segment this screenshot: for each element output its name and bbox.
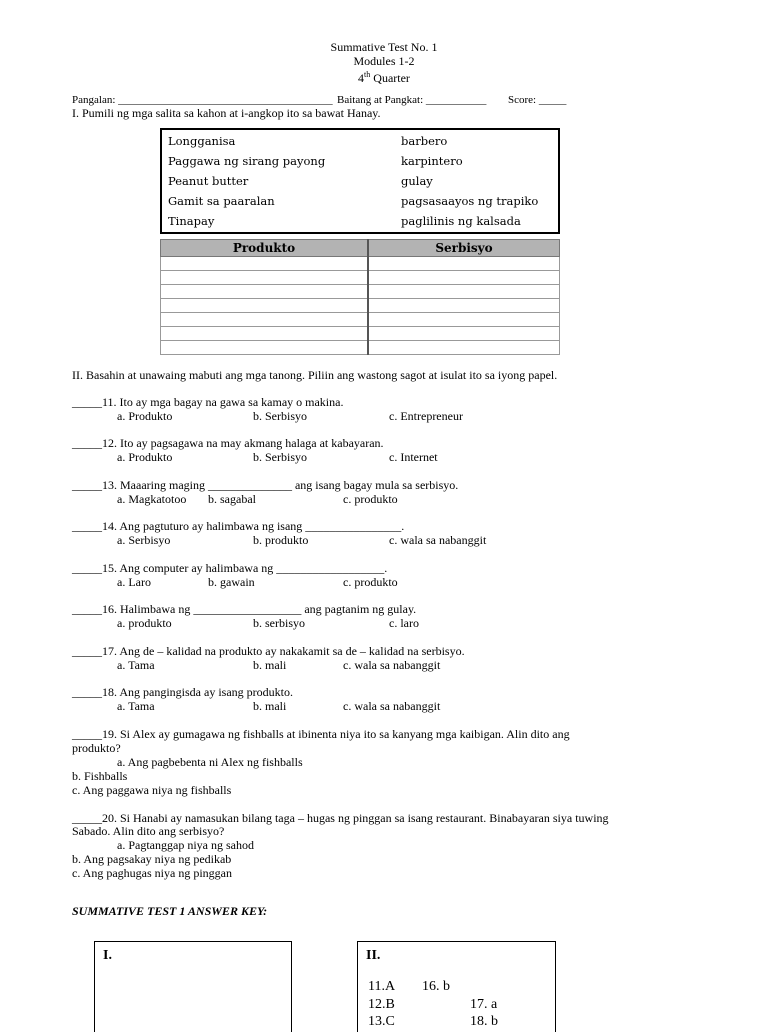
question-15: _____15. Ang computer ay halimbawa ng __________________.	[72, 561, 388, 575]
answer-box-part2	[357, 941, 556, 1032]
answer-key-title: SUMMATIVE TEST 1 ANSWER KEY:	[72, 904, 268, 918]
table-row	[161, 341, 560, 355]
choice-c: c. laro	[389, 616, 419, 630]
question-19: _____19. Si Alex ay gumagawa ng fishballs at ibinenta niya ito sa kanyang mga kaibigan. Alin dito ang	[72, 727, 570, 741]
part2-instruction: II. Basahin at unawaing mabuti ang mga tanong. Piliin ang wastong sagot at isulat ito sa iyong papel.	[72, 368, 558, 382]
question-16: _____16. Halimbawa ng __________________ ang pagtanim ng gulay.	[72, 602, 417, 616]
word-item: barbero	[401, 134, 448, 148]
choice-b: b. sagabal	[208, 492, 256, 506]
answer-cell[interactable]	[161, 341, 369, 355]
word-item: karpintero	[401, 154, 463, 168]
question-18: _____18. Ang pangingisda ay isang produkto.	[72, 685, 293, 699]
answer-cell[interactable]	[161, 271, 369, 285]
table-row	[161, 327, 560, 341]
answer-box-label: II.	[366, 948, 381, 963]
choice-c: c. Ang paggawa niya ng fishballs	[72, 783, 232, 797]
answer-item: 16. b	[422, 979, 450, 994]
question-20-cont: Sabado. Alin dito ang serbisyo?	[72, 824, 225, 838]
quarter-number: 4	[358, 71, 365, 85]
choice-b: b. gawain	[208, 575, 255, 589]
answer-cell[interactable]	[368, 271, 560, 285]
choice-c: c. wala sa nabanggit	[389, 533, 487, 547]
table-row	[161, 271, 560, 285]
table-row	[161, 313, 560, 327]
answer-item: 13.C	[368, 1014, 395, 1029]
table-row	[161, 257, 560, 271]
choice-a: a. Laro	[117, 575, 151, 589]
choice-a: a. Produkto	[117, 450, 173, 464]
word-item: Gamit sa paaralan	[168, 194, 275, 208]
choice-a: a. Produkto	[117, 409, 173, 423]
answer-cell[interactable]	[161, 299, 369, 313]
choice-c: c. Entrepreneur	[389, 409, 463, 423]
answer-cell[interactable]	[368, 327, 560, 341]
answer-item: 17. a	[470, 997, 498, 1012]
table-row	[161, 285, 560, 299]
choice-b: b. produkto	[253, 533, 309, 547]
choice-b: b. Serbisyo	[253, 450, 307, 464]
choice-b: b. mali	[253, 699, 287, 713]
table-row	[161, 299, 560, 313]
header-serbisyo: Serbisyo	[368, 240, 560, 257]
choice-a: a. Serbisyo	[117, 533, 171, 547]
baitang-field: Baitang at Pangkat: ___________	[337, 94, 487, 106]
word-item: Longganisa	[168, 134, 236, 148]
answer-cell[interactable]	[161, 285, 369, 299]
test-title: Summative Test No. 1	[330, 40, 438, 54]
choice-a: a. Pagtanggap niya ng sahod	[117, 838, 254, 852]
question-11: _____11. Ito ay mga bagay na gawa sa kamay o makina.	[72, 395, 344, 409]
choice-a: a. Ang pagbebenta ni Alex ng fishballs	[117, 755, 303, 769]
choice-a: a. Magkatotoo	[117, 492, 187, 506]
choice-a: a. Tama	[117, 699, 155, 713]
choice-b: b. mali	[253, 658, 287, 672]
question-20: _____20. Si Hanabi ay namasukan bilang taga – hugas ng pinggan sa isang restaurant. Binabayaran siya tuwing	[72, 811, 609, 825]
answer-cell[interactable]	[368, 299, 560, 313]
answer-cell[interactable]	[368, 257, 560, 271]
choice-a: a. produkto	[117, 616, 172, 630]
part1-instruction: I. Pumili ng mga salita sa kahon at i-angkop ito sa bawat Hanay.	[72, 106, 381, 120]
quarter-word: Quarter	[373, 71, 410, 85]
word-item: Tinapay	[168, 214, 215, 228]
choice-c: c. Internet	[389, 450, 438, 464]
word-item: Paggawa ng sirang payong	[168, 154, 326, 168]
choice-c: c. Ang paghugas niya ng pinggan	[72, 866, 232, 880]
word-choice-box	[160, 128, 560, 234]
answer-cell[interactable]	[161, 327, 369, 341]
word-item: Peanut butter	[168, 174, 249, 188]
choice-c: c. produkto	[343, 575, 398, 589]
question-12: _____12. Ito ay pagsagawa na may akmang halaga at kabayaran.	[72, 436, 384, 450]
quarter-superscript: th	[364, 70, 371, 79]
choice-a: a. Tama	[117, 658, 155, 672]
answer-item: 11.A	[368, 979, 396, 994]
answer-cell[interactable]	[161, 313, 369, 327]
pangalan-field: Pangalan: _______________________________________	[72, 94, 333, 106]
word-item: pagsasaayos ng trapiko	[401, 194, 539, 208]
word-item: paglilinis ng kalsada	[401, 214, 521, 228]
answer-cell[interactable]	[368, 341, 560, 355]
classification-table	[160, 239, 560, 355]
answer-box-part1	[94, 941, 292, 1032]
choice-b: b. serbisyo	[253, 616, 305, 630]
answer-item: 18. b	[470, 1014, 498, 1029]
score-field: Score: _____	[508, 94, 567, 106]
modules-label: Modules 1-2	[353, 54, 415, 68]
choice-c: c. produkto	[343, 492, 398, 506]
choice-b: b. Fishballs	[72, 769, 128, 783]
answer-cell[interactable]	[368, 313, 560, 327]
choice-b: b. Serbisyo	[253, 409, 307, 423]
answer-cell[interactable]	[368, 285, 560, 299]
question-13: _____13. Maaaring maging ______________ ang isang bagay mula sa serbisyo.	[72, 478, 459, 492]
answer-item: 12.B	[368, 997, 395, 1012]
choice-b: b. Ang pagsakay niya ng pedikab	[72, 852, 232, 866]
answer-box-label: I.	[103, 948, 112, 963]
question-17: _____17. Ang de – kalidad na produkto ay nakakamit sa de – kalidad na serbisyo.	[72, 644, 465, 658]
answer-cell[interactable]	[161, 257, 369, 271]
header-produkto: Produkto	[161, 240, 369, 257]
word-item: gulay	[401, 174, 433, 188]
quarter-label	[0, 68, 768, 85]
question-14: _____14. Ang pagtuturo ay halimbawa ng isang ________________.	[72, 519, 405, 533]
choice-c: c. wala sa nabanggit	[343, 699, 441, 713]
choice-c: c. wala sa nabanggit	[343, 658, 441, 672]
question-19-cont: produkto?	[72, 741, 121, 755]
